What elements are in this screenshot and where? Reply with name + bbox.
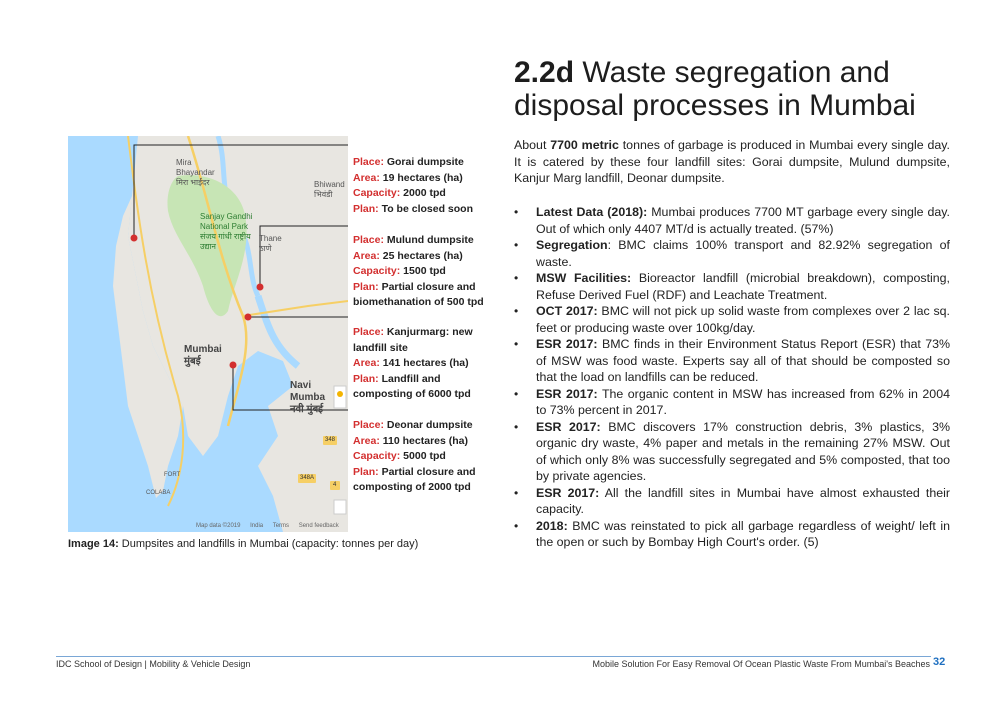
annotation-capacity [353, 449, 493, 465]
value-text: Gorai dumpsite [383, 156, 464, 168]
route-4-label: 4 [333, 482, 337, 488]
list-item [514, 386, 950, 419]
list-item [514, 336, 950, 386]
key-label: Area: [353, 171, 380, 184]
annotation-mulund [353, 233, 493, 311]
figure-caption [68, 538, 468, 550]
list-item-text: BMC finds in their Environment Status Report (ESR) that 73% of MSW was food waste. Experts say all of that should be composted so that the load on landfills can be reduced. [536, 337, 950, 384]
map-label-park-en: Sanjay Gandhi National Park [200, 212, 253, 231]
map-label-navi-hi: नवी मुंबई [290, 404, 324, 415]
map-label-fort: FORT [164, 472, 181, 478]
kanjurmarg-marker [245, 314, 252, 321]
intro-bold: 7700 metric [550, 138, 619, 152]
value-text: 2000 tpd [400, 187, 446, 199]
list-item-label: Latest Data (2018): [536, 205, 648, 219]
map-label-mumbai-en: Mumbai [184, 344, 222, 355]
list-item-text: All the landfill sites in Mumbai have almost exhausted their capacity. [536, 485, 950, 516]
map-attribution [196, 523, 347, 529]
key-label: Place: [353, 234, 384, 246]
annotation-plan [353, 372, 493, 403]
list-item-label: ESR 2017: [536, 337, 598, 351]
list-item-label: ESR 2017: [536, 485, 600, 500]
list-item-text: BMC discovers 17% construction debris, 3% plastics, 3% organic dry waste, 4% paper and metals in the remaining 27% MSW. Out of which only 8% was successfully segregated and 5% composted, that too by private agencies. [536, 419, 950, 483]
map-label-bhiwandi [314, 180, 345, 200]
value-text: To be closed soon [378, 202, 473, 215]
list-item-label: Segregation [536, 238, 608, 252]
page-title [514, 56, 954, 122]
annotation-capacity [353, 264, 493, 280]
list-item-label: OCT 2017: [536, 304, 598, 318]
fact-list [514, 204, 950, 551]
route-348-label: 348 [325, 437, 336, 443]
list-item-label: 2018: [536, 518, 568, 533]
route-348a-label: 348A [300, 475, 315, 481]
map-label-thane-hi: ठाणे [259, 244, 272, 253]
map-label-navi-mumbai [290, 380, 348, 416]
annotation-plan [353, 465, 493, 496]
key-label: Place: [353, 419, 384, 431]
value-text: 19 hectares (ha) [379, 171, 463, 184]
map-graphic [68, 136, 348, 532]
map-label-mira-en: Mira Bhayandar [176, 158, 215, 177]
list-item [514, 270, 950, 303]
map-label-mumbai-hi: मुंबई [184, 356, 201, 367]
map-feedback-link[interactable]: Send feedback [298, 523, 339, 529]
list-item-text: The organic content in MSW has increased from 62% in 2004 to 73% percent in 2017. [536, 386, 950, 417]
annotation-gorai [353, 155, 493, 217]
intro-post: tonnes of garbage is produced in Mumbai every single day. It is catered by these four landfill sites: Gorai dumpsite, Mulund dumpsite, Kanjur Marg landfill, Deonar dumpsite. [514, 138, 951, 185]
list-item [514, 237, 950, 270]
list-item [514, 303, 950, 336]
map-label-park-hi: संजय गांधी राष्ट्रीय उद्यान [200, 232, 251, 251]
annotation-area [353, 171, 493, 187]
annotation-place [353, 418, 493, 434]
value-text: 1500 tpd [400, 265, 446, 277]
map-label-park [200, 212, 260, 252]
value-text: Partial closure and biomethanation of 500 tpd [353, 280, 484, 308]
annotation-area [353, 434, 493, 450]
key-label: Capacity: [353, 265, 401, 277]
value-text: Deonar dumpsite [383, 419, 473, 431]
key-label: Place: [353, 326, 384, 338]
intro-pre: About [514, 138, 551, 152]
annotation-area [353, 249, 493, 265]
annotation-capacity [353, 186, 493, 202]
list-item-text: : BMC claims 100% transport and 82.92% segregation of waste. [536, 238, 950, 269]
section-number: 2.2d [514, 56, 575, 89]
value-text: 5000 tpd [400, 450, 446, 462]
list-item-text: BMC was reinstated to pick all garbage regardless of weight/ left in the open or such by Bombay High Court's order. (5) [536, 518, 950, 549]
map-label-thane [259, 234, 282, 254]
annotation-place [353, 325, 493, 356]
key-label: Area: [353, 249, 380, 262]
list-item [514, 518, 950, 551]
annotation-deonar [353, 418, 493, 496]
footer-project-title: Mobile Solution For Easy Removal Of Ocean Plastic Waste From Mumbai's Beaches [592, 659, 930, 669]
annotation-plan [353, 202, 493, 218]
list-item-label: ESR 2017: [536, 386, 598, 401]
value-text: Landfill and composting of 6000 tpd [353, 372, 471, 400]
list-item [514, 419, 950, 485]
map-label-bhiwandi-en: Bhiwand [314, 180, 345, 189]
list-item-text: BMC will not pick up solid waste from complexes over 2 lac sq. feet or producing waste over 100kg/day. [536, 304, 950, 335]
caption-text: Dumpsites and landfills in Mumbai (capacity: tonnes per day) [118, 538, 419, 550]
annotation-place [353, 155, 493, 171]
page-number: 32 [933, 656, 946, 668]
gorai-marker [131, 235, 138, 242]
caption-label: Image 14: [68, 538, 119, 550]
map-label-colaba: COLABA [146, 490, 171, 496]
map-label-bhiwandi-hi: भिवंडी [314, 190, 333, 199]
annotation-place [353, 233, 493, 249]
key-label: Capacity: [353, 187, 401, 199]
deonar-marker [230, 362, 237, 369]
map-region: India [250, 523, 264, 529]
map-label-mumbai [184, 344, 222, 368]
footer-institution: IDC School of Design | Mobility & Vehicle Design [56, 659, 251, 669]
footer-divider [56, 656, 931, 657]
intro-paragraph [514, 137, 950, 187]
value-text: Partial closure and composting of 2000 tpd [353, 465, 476, 493]
value-text: 141 hectares (ha) [379, 357, 469, 369]
list-item [514, 204, 950, 237]
list-item-label: ESR 2017: [536, 419, 601, 434]
annotation-area [353, 356, 493, 372]
key-label: Plan: [353, 465, 379, 478]
value-text: 25 hectares (ha) [379, 249, 463, 262]
mulund-marker [257, 284, 264, 291]
map-data-credit: Map data ©2019 [196, 523, 241, 529]
key-label: Place: [353, 156, 384, 168]
key-label: Capacity: [353, 450, 401, 462]
list-item-text: Mumbai produces 7700 MT garbage every single day. Out of which only 4407 MT/d is actually treated. (57%) [536, 205, 950, 236]
value-text: Mulund dumpsite [383, 234, 474, 246]
zoom-control [334, 500, 346, 514]
value-text: 110 hectares (ha) [379, 434, 468, 447]
map-label-thane-en: Thane [259, 234, 282, 243]
annotation-plan [353, 280, 493, 311]
map-label-mira-hi: मिरा भाईंदर [176, 178, 210, 187]
key-label: Plan: [353, 280, 379, 293]
map-label-navi-en: Navi Mumba [290, 380, 325, 403]
key-label: Plan: [353, 202, 379, 215]
map-terms-link[interactable]: Terms [272, 523, 290, 529]
mumbai-dumpsite-map [68, 136, 348, 532]
map-label-mira [176, 158, 222, 188]
list-item-text: Bioreactor landfill (microbial breakdown), composting, Refuse Derived Fuel (RDF) and Leachate Treatment. [536, 271, 950, 302]
key-label: Area: [353, 357, 380, 369]
key-label: Plan: [353, 372, 379, 385]
key-label: Area: [353, 434, 380, 447]
value-text: Kanjurmarg: new landfill site [353, 326, 473, 354]
list-item-label: MSW Facilities: [536, 271, 632, 285]
annotation-kanjurmarg [353, 325, 493, 403]
section-title: Waste segregation and disposal processes in Mumbai [514, 56, 916, 122]
list-item [514, 485, 950, 518]
